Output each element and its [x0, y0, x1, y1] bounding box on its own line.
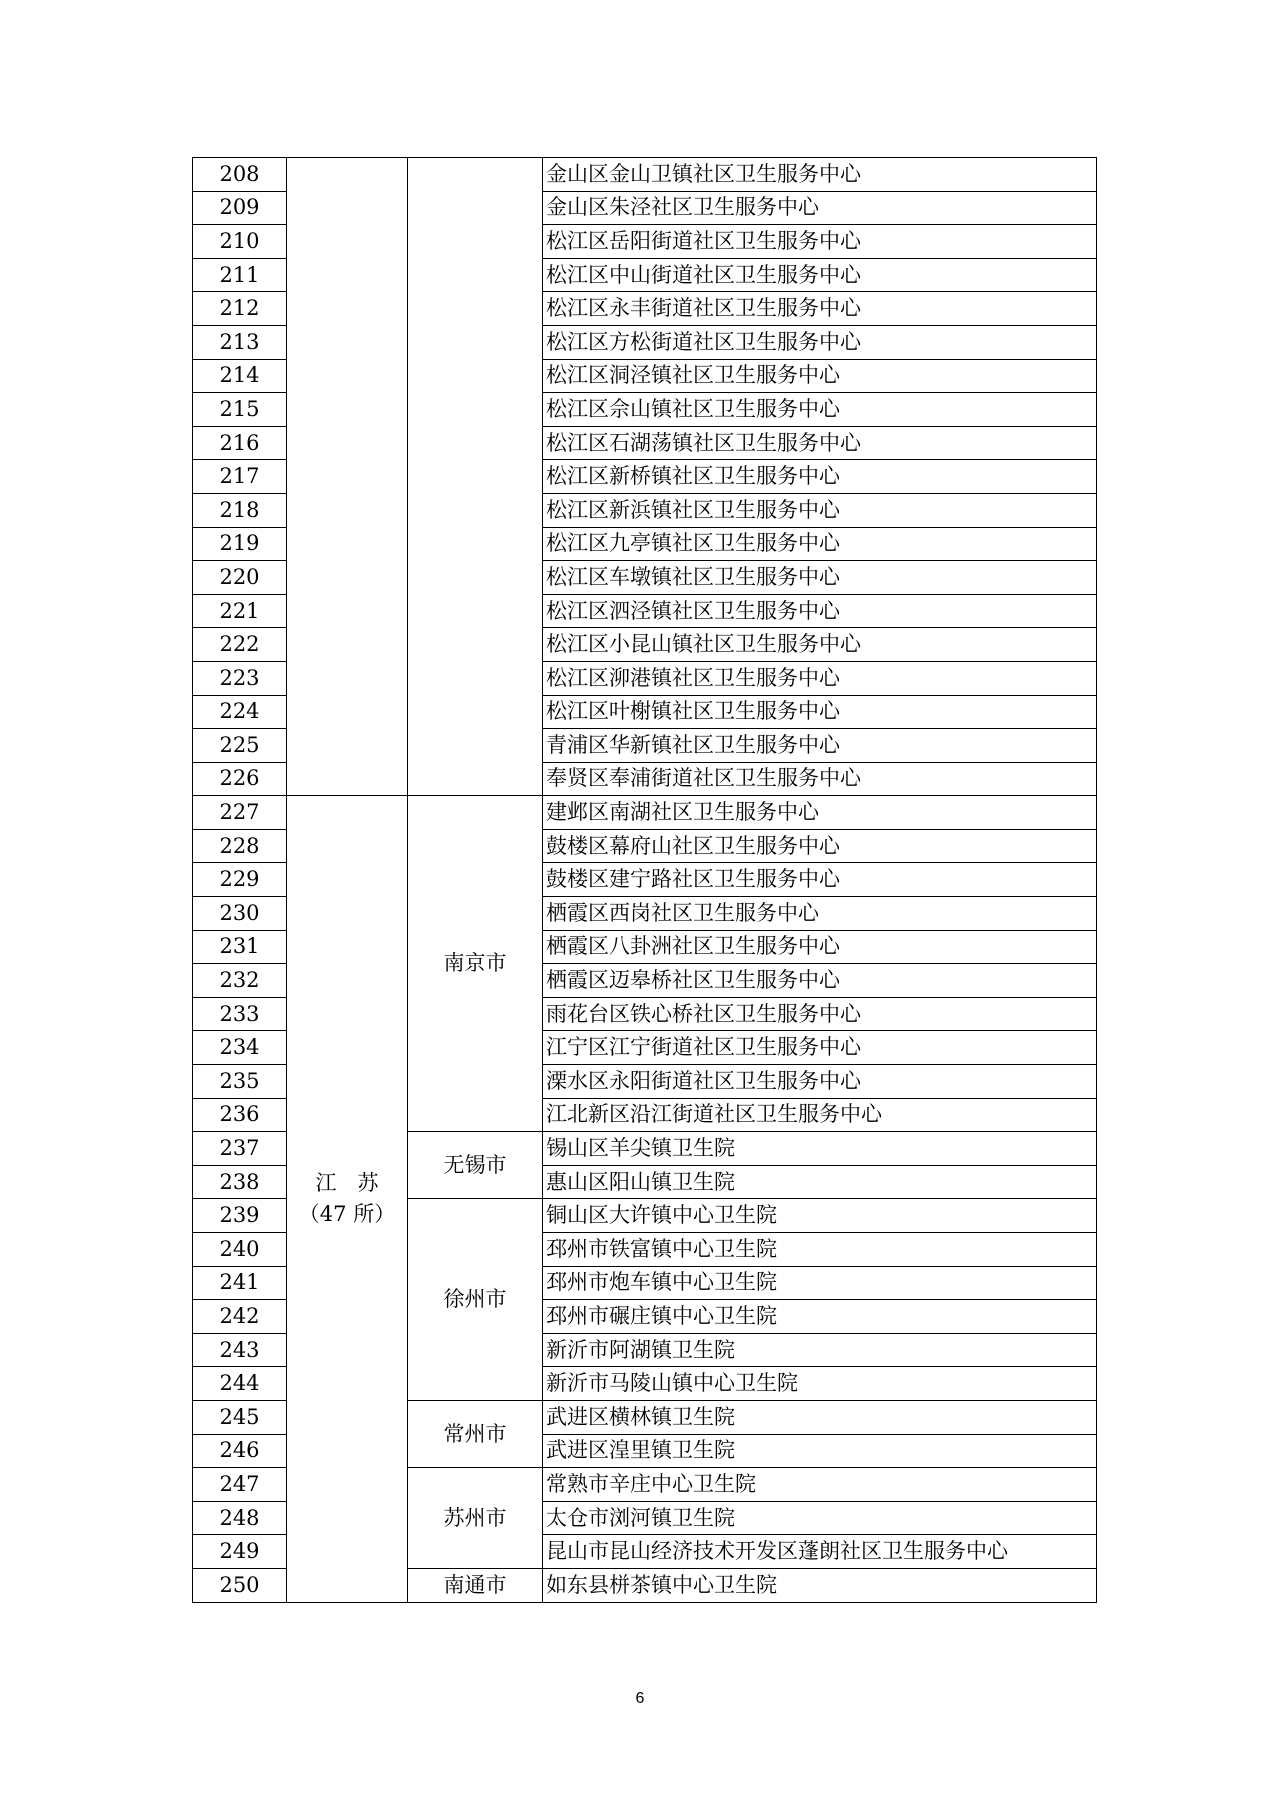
row-number: 247: [193, 1468, 287, 1502]
row-number: 248: [193, 1501, 287, 1535]
institution-name: 松江区中山街道社区卫生服务中心: [543, 258, 1097, 292]
institution-name: 雨花台区铁心桥社区卫生服务中心: [543, 997, 1097, 1031]
institution-name: 松江区叶榭镇社区卫生服务中心: [543, 695, 1097, 729]
row-number: 219: [193, 527, 287, 561]
row-number: 209: [193, 191, 287, 225]
row-number: 233: [193, 997, 287, 1031]
institution-name: 昆山市昆山经济技术开发区蓬朗社区卫生服务中心: [543, 1535, 1097, 1569]
institution-name: 鼓楼区建宁路社区卫生服务中心: [543, 863, 1097, 897]
city-cell: 常州市: [408, 1400, 543, 1467]
institution-name: 松江区洞泾镇社区卫生服务中心: [543, 359, 1097, 393]
row-number: 226: [193, 762, 287, 796]
row-number: 231: [193, 930, 287, 964]
row-number: 221: [193, 594, 287, 628]
city-cell: 南京市: [408, 796, 543, 1132]
institution-name: 邳州市碾庄镇中心卫生院: [543, 1300, 1097, 1334]
row-number: 241: [193, 1266, 287, 1300]
institution-name: 松江区佘山镇社区卫生服务中心: [543, 393, 1097, 427]
institution-name: 武进区湟里镇卫生院: [543, 1434, 1097, 1468]
row-number: 244: [193, 1367, 287, 1401]
table-body: [193, 158, 1097, 1603]
row-number: 240: [193, 1233, 287, 1267]
table-row: [193, 796, 1097, 830]
row-number: 237: [193, 1132, 287, 1166]
row-number: 227: [193, 796, 287, 830]
institution-name: 松江区车墩镇社区卫生服务中心: [543, 561, 1097, 595]
province-name: 江 苏: [315, 1171, 379, 1196]
institution-name: 邳州市炮车镇中心卫生院: [543, 1266, 1097, 1300]
city-cell: 徐州市: [408, 1199, 543, 1401]
row-number: 208: [193, 158, 287, 192]
table-row: [193, 158, 1097, 192]
row-number: 245: [193, 1400, 287, 1434]
institution-name: 金山区朱泾社区卫生服务中心: [543, 191, 1097, 225]
row-number: 217: [193, 460, 287, 494]
province-cell: [287, 796, 408, 1602]
institution-name: 松江区新浜镇社区卫生服务中心: [543, 493, 1097, 527]
institution-name: 铜山区大许镇中心卫生院: [543, 1199, 1097, 1233]
row-number: 230: [193, 897, 287, 931]
city-cell: 无锡市: [408, 1132, 543, 1199]
row-number: 243: [193, 1333, 287, 1367]
row-number: 222: [193, 628, 287, 662]
institution-name: 松江区新桥镇社区卫生服务中心: [543, 460, 1097, 494]
row-number: 218: [193, 493, 287, 527]
institution-name: 青浦区华新镇社区卫生服务中心: [543, 729, 1097, 763]
institution-name: 江宁区江宁街道社区卫生服务中心: [543, 1031, 1097, 1065]
institution-name: 松江区九亭镇社区卫生服务中心: [543, 527, 1097, 561]
institution-name: 邳州市铁富镇中心卫生院: [543, 1233, 1097, 1267]
row-number: 246: [193, 1434, 287, 1468]
row-number: 210: [193, 225, 287, 259]
row-number: 229: [193, 863, 287, 897]
institution-name: 松江区方松街道社区卫生服务中心: [543, 325, 1097, 359]
row-number: 211: [193, 258, 287, 292]
institution-name: 鼓楼区幕府山社区卫生服务中心: [543, 829, 1097, 863]
institution-name: 奉贤区奉浦街道社区卫生服务中心: [543, 762, 1097, 796]
institution-name: 松江区岳阳街道社区卫生服务中心: [543, 225, 1097, 259]
row-number: 225: [193, 729, 287, 763]
institution-name: 武进区横林镇卫生院: [543, 1400, 1097, 1434]
row-number: 242: [193, 1300, 287, 1334]
row-number: 215: [193, 393, 287, 427]
institution-name: 如东县栟茶镇中心卫生院: [543, 1568, 1097, 1602]
row-number: 239: [193, 1199, 287, 1233]
institution-name: 新沂市阿湖镇卫生院: [543, 1333, 1097, 1367]
row-number: 223: [193, 661, 287, 695]
institution-name: 松江区泖港镇社区卫生服务中心: [543, 661, 1097, 695]
institution-name: 新沂市马陵山镇中心卫生院: [543, 1367, 1097, 1401]
institution-name: 松江区小昆山镇社区卫生服务中心: [543, 628, 1097, 662]
institution-name: 锡山区羊尖镇卫生院: [543, 1132, 1097, 1166]
institution-name: 江北新区沿江街道社区卫生服务中心: [543, 1098, 1097, 1132]
city-cell: [408, 158, 543, 796]
institution-table: [192, 157, 1097, 1603]
row-number: 216: [193, 426, 287, 460]
institution-name: 建邺区南湖社区卫生服务中心: [543, 796, 1097, 830]
row-number: 238: [193, 1165, 287, 1199]
institution-name: 栖霞区西岗社区卫生服务中心: [543, 897, 1097, 931]
row-number: 224: [193, 695, 287, 729]
institution-name: 栖霞区迈皋桥社区卫生服务中心: [543, 964, 1097, 998]
institution-name: 栖霞区八卦洲社区卫生服务中心: [543, 930, 1097, 964]
row-number: 249: [193, 1535, 287, 1569]
city-cell: 南通市: [408, 1568, 543, 1602]
institution-name: 松江区永丰街道社区卫生服务中心: [543, 292, 1097, 326]
institution-name: 松江区石湖荡镇社区卫生服务中心: [543, 426, 1097, 460]
row-number: 250: [193, 1568, 287, 1602]
row-number: 214: [193, 359, 287, 393]
page-number: 6: [635, 1690, 645, 1707]
row-number: 235: [193, 1065, 287, 1099]
institution-name: 常熟市辛庄中心卫生院: [543, 1468, 1097, 1502]
institution-name: 溧水区永阳街道社区卫生服务中心: [543, 1065, 1097, 1099]
row-number: 234: [193, 1031, 287, 1065]
institution-name: 惠山区阳山镇卫生院: [543, 1165, 1097, 1199]
province-count: （47 所）: [298, 1201, 396, 1226]
row-number: 236: [193, 1098, 287, 1132]
row-number: 212: [193, 292, 287, 326]
institution-name: 松江区泗泾镇社区卫生服务中心: [543, 594, 1097, 628]
province-cell: [287, 158, 408, 796]
city-cell: 苏州市: [408, 1468, 543, 1569]
row-number: 228: [193, 829, 287, 863]
row-number: 232: [193, 964, 287, 998]
institution-name: 太仓市浏河镇卫生院: [543, 1501, 1097, 1535]
row-number: 213: [193, 325, 287, 359]
institution-name: 金山区金山卫镇社区卫生服务中心: [543, 158, 1097, 192]
row-number: 220: [193, 561, 287, 595]
